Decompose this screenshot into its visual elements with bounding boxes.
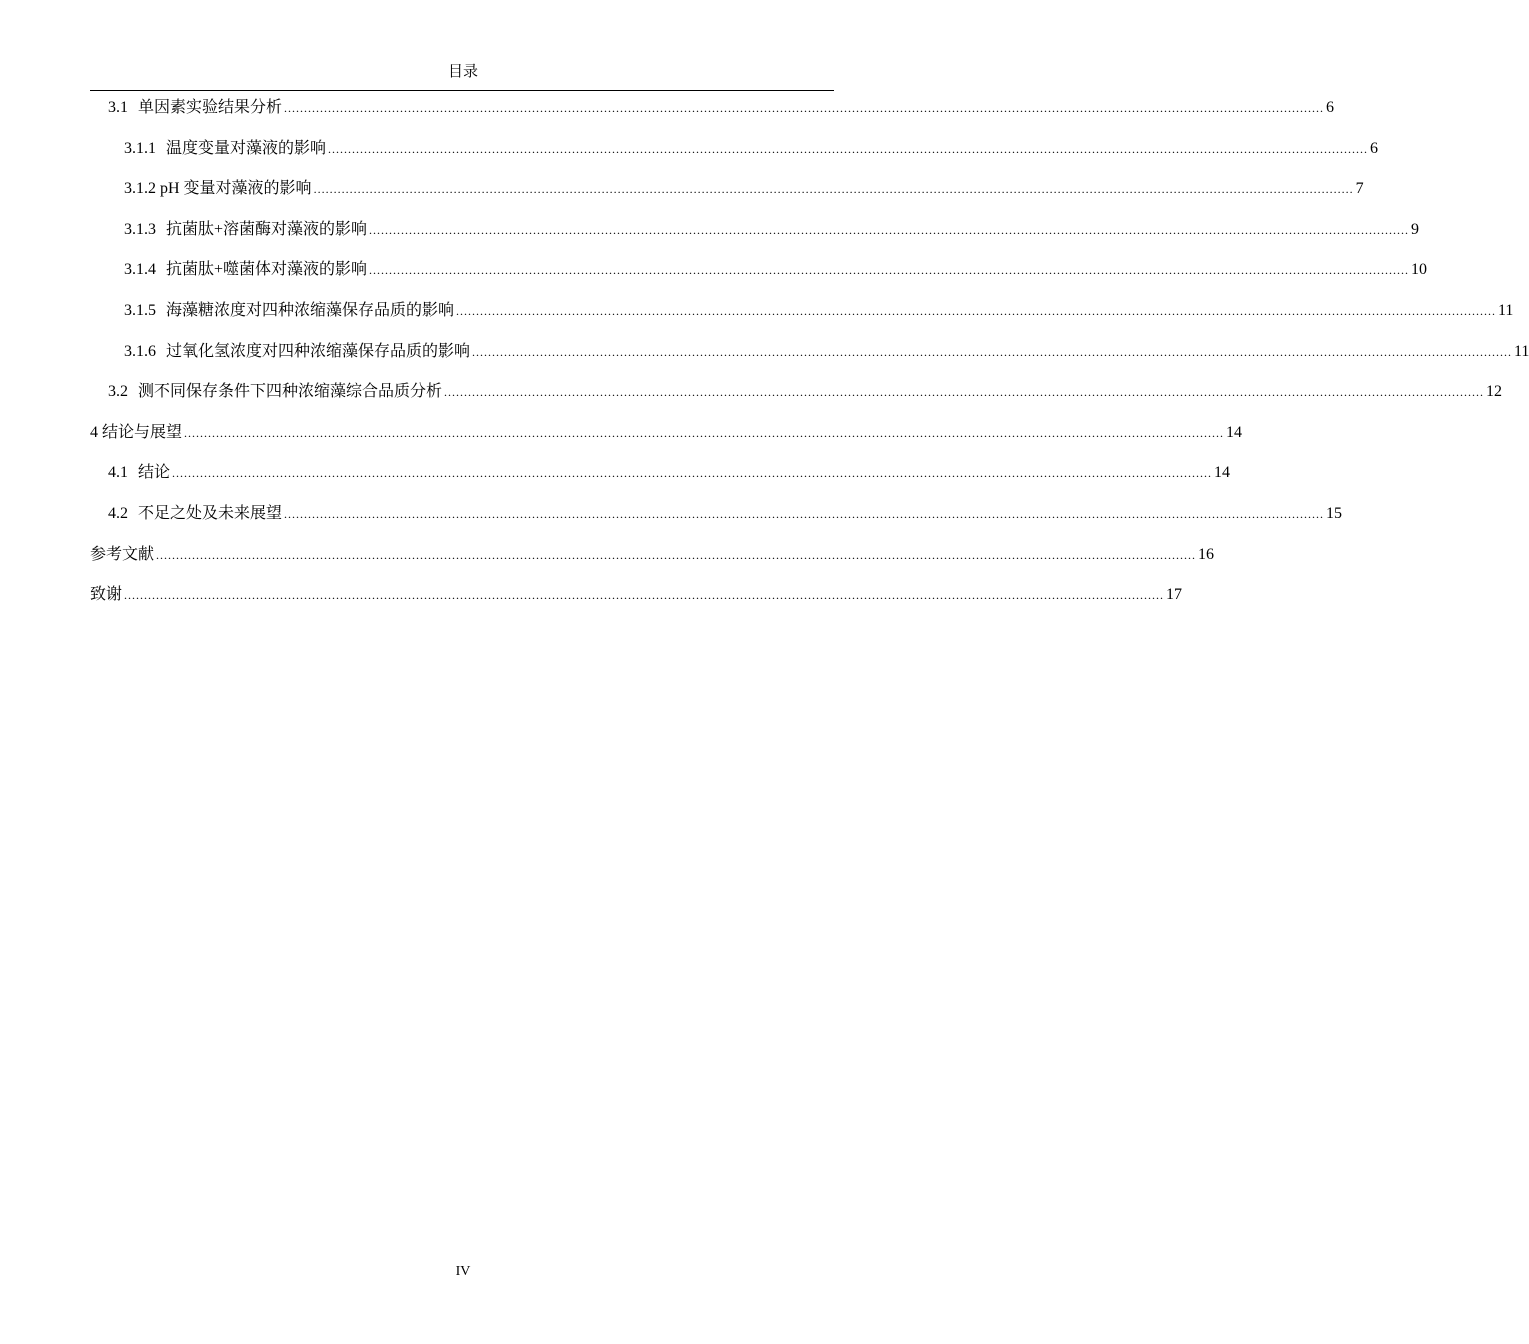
toc-entry[interactable] <box>90 501 1343 542</box>
page-header-title: 目录 <box>447 64 478 80</box>
toc-entry-title: 温度变量对藻液的影响 <box>166 139 327 157</box>
toc-entry[interactable] <box>90 95 1335 136</box>
toc-entry-title: pH 变量对藻液的影响 <box>160 180 312 198</box>
toc-dot-leader: .................................................................................................................................................................................................................................................................... <box>284 101 1325 115</box>
toc-entry[interactable] <box>90 379 1503 420</box>
toc-entry-page-number: 17 <box>1166 586 1183 604</box>
toc-entry[interactable] <box>90 460 1231 501</box>
toc-entry[interactable] <box>90 136 1379 177</box>
toc-entry-page-number: 11 <box>1498 301 1514 319</box>
toc-dot-leader: .................................................................................................................................................................................................................................................................... <box>472 344 1513 359</box>
toc-entry-number: 3.1.4 <box>124 261 156 279</box>
toc-entry-number: 3.1.5 <box>124 301 156 319</box>
toc-entry-page-number: 6 <box>1370 139 1379 157</box>
toc-entry-title: 致谢 <box>90 586 123 604</box>
footer-page-number: IV <box>455 1264 471 1279</box>
toc-entry-page-number: 7 <box>1355 180 1364 198</box>
toc-dot-leader: .................................................................................................................................................................................................................................................................... <box>284 506 1325 521</box>
toc-entry-number: 3.1 <box>108 99 128 116</box>
toc-entry-number: 4.2 <box>108 504 128 522</box>
toc-entry-number: 3.1.2 <box>124 180 156 198</box>
toc-entry-title: 参考文献 <box>90 545 155 563</box>
toc-entry-number: 3.2 <box>108 383 128 401</box>
toc-entry-page-number: 10 <box>1411 261 1428 279</box>
toc-entry-title: 测不同保存条件下四种浓缩藻综合品质分析 <box>138 383 443 401</box>
toc-entry-page-number: 12 <box>1486 383 1503 401</box>
toc-entry-title: 过氧化氢浓度对四种浓缩藻保存品质的影响 <box>166 342 471 360</box>
toc-entry-title: 海藻糖浓度对四种浓缩藻保存品质的影响 <box>166 301 455 319</box>
toc-entry-page-number: 11 <box>1514 342 1529 360</box>
toc-entry-number: 3.1.6 <box>124 342 156 360</box>
toc-dot-leader: .................................................................................................................................................................................................................................................................... <box>328 141 1369 156</box>
toc-entry[interactable] <box>90 257 1428 298</box>
toc-dot-leader: .................................................................................................................................................................................................................................................................... <box>172 466 1213 481</box>
toc-entry[interactable] <box>90 298 1514 339</box>
toc-dot-leader: .................................................................................................................................................................................................................................................................... <box>369 222 1410 237</box>
toc-entry-title: 不足之处及未来展望 <box>138 504 283 522</box>
toc-dot-leader: .................................................................................................................................................................................................................................................................... <box>456 303 1497 318</box>
toc-dot-leader: .................................................................................................................................................................................................................................................................... <box>313 182 1354 197</box>
toc-entry[interactable] <box>90 582 1183 623</box>
toc-entry-number: 3.1.1 <box>124 139 156 157</box>
toc-entry-page-number: 9 <box>1411 220 1420 238</box>
header-divider <box>90 90 834 91</box>
toc-dot-leader: .................................................................................................................................................................................................................................................................... <box>369 263 1410 278</box>
toc-entry-page-number: 15 <box>1326 504 1343 522</box>
toc-entry[interactable] <box>90 542 1215 583</box>
toc-entry-page-number: 14 <box>1214 464 1231 482</box>
toc-entry[interactable] <box>90 217 1420 258</box>
toc-dot-leader: .................................................................................................................................................................................................................................................................... <box>124 588 1165 603</box>
toc-dot-leader: .................................................................................................................................................................................................................................................................... <box>156 547 1197 562</box>
toc-entry[interactable] <box>90 339 1529 380</box>
table-of-contents <box>90 95 1529 623</box>
toc-dot-leader: .................................................................................................................................................................................................................................................................... <box>184 425 1225 440</box>
toc-entry-title: 抗菌肽+溶菌酶对藻液的影响 <box>166 220 368 238</box>
toc-entry[interactable] <box>90 176 1364 217</box>
toc-entry-page-number: 6 <box>1326 99 1335 116</box>
toc-entry[interactable] <box>90 420 1243 461</box>
toc-dot-leader: .................................................................................................................................................................................................................................................................... <box>444 385 1485 400</box>
toc-entry-title: 单因素实验结果分析 <box>138 99 283 116</box>
toc-entry-number: 4 <box>90 423 98 441</box>
toc-entry-page-number: 14 <box>1226 423 1243 441</box>
toc-entry-title: 结论 <box>138 464 171 482</box>
toc-entry-title: 抗菌肽+噬菌体对藻液的影响 <box>166 261 368 279</box>
toc-entry-number: 3.1.3 <box>124 220 156 238</box>
toc-entry-title: 结论与展望 <box>102 423 183 441</box>
toc-entry-page-number: 16 <box>1198 545 1215 563</box>
toc-entry-number: 4.1 <box>108 464 128 482</box>
